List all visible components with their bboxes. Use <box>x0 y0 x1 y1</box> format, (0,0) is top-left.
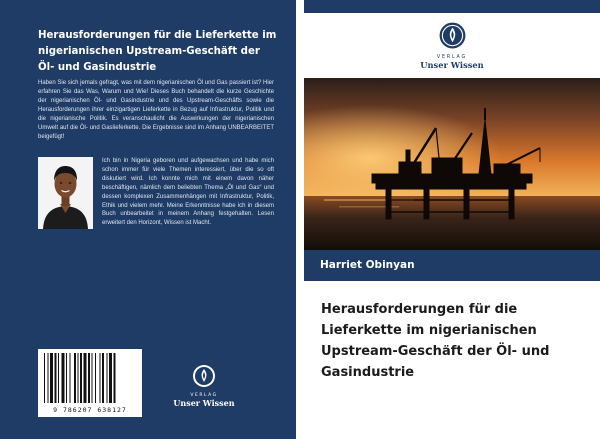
publisher-tag: VERLAG <box>436 55 468 60</box>
isbn-number: 9 786207 638127 <box>53 406 127 414</box>
book-title: Herausforderungen für die Lieferkette im nigerianischen Upstream-Geschäft der Öl- und Gasindustrie <box>321 302 550 380</box>
barcode <box>38 349 142 417</box>
front-cover <box>304 0 600 439</box>
back-cover-blurb: Haben Sie sich jemals gefragt, was mit dem nigerianischen Öl und Gas passiert ist? Hier erfahren Sie das Was, Warum und Wie! Dieses Buch behandelt die kurze Geschichte der nigerianischen Öl- und Gasindustrie und des Upstream-Geschäfts sowie die Herausforderungen ihrer einzigartigen Lieferkette in Bezug auf Infrastruktur, Politik und die nigerianische Politik. Es veranschaulicht die Auswirkungen der nigerianischen Umwelt auf die Öl- und Gaslieferkette. Die Ergebnisse sind im Anhang UNBEARBEITET beigefügt! <box>38 80 274 140</box>
author-photo <box>38 157 93 229</box>
back-publisher-logo <box>169 364 239 408</box>
publisher-emblem-icon <box>439 22 466 49</box>
front-publisher-logo <box>404 22 500 70</box>
front-top-bar <box>304 0 600 13</box>
author-bio: Ich bin in Nigeria geboren und aufgewachsen und habe mich schon immer für viele Themen interessiert, über die so oft diskutiert wird. Ich konnte mich mit einem davon näher beschäftigen, nämlich dem beliebten Thema „Öl und Gas“ und dessen komplexen Zusammenhängen mit Infrastruktur, Politik, Ethik und vielem mehr. Meine Erkenntnisse habe ich in diesem Buch unbearbeitet in meinem Anhang festgehalten. Lesen erweitert den Horizont, Wissen ist Macht. <box>102 158 274 227</box>
publisher-name: Unser Wissen <box>420 60 484 70</box>
oil-rig-sunset-image <box>304 78 600 250</box>
author-portrait-image <box>38 157 93 229</box>
spine <box>296 0 304 439</box>
barcode-bars <box>42 353 138 403</box>
back-cover-title: Herausforderungen für die Lieferkette im nigerianischen Upstream-Geschäft der Öl- und Gasindustrie <box>38 30 277 73</box>
publisher-name: Unser Wissen <box>173 398 235 408</box>
publisher-tag: VERLAG <box>190 393 218 398</box>
author-name: Harriet Obinyan <box>320 259 415 271</box>
author-band <box>304 250 600 281</box>
cover-image-oil-rig <box>304 78 600 250</box>
publisher-emblem-icon <box>192 364 216 388</box>
back-cover <box>0 0 296 439</box>
